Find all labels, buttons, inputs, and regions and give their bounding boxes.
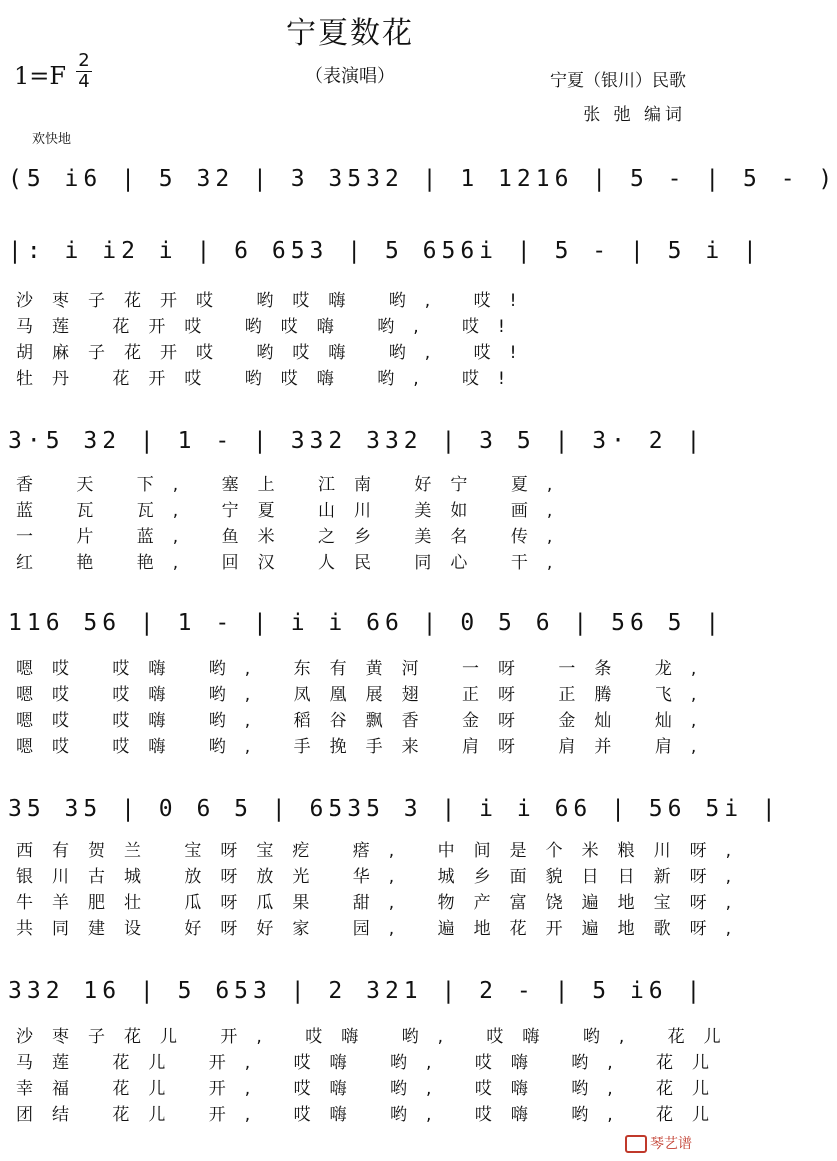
lyric-line: 红 艳 艳, 回汉 人民 同心 干, xyxy=(16,553,572,573)
notes-row-1 xyxy=(8,232,762,272)
lyric-line: 西有贺兰 宝呀宝疙 瘩, 中间是个米粮川呀, xyxy=(16,841,751,861)
lyric-line: 牛羊肥壮 瓜呀瓜果 甜, 物产富饶遍地宝呀, xyxy=(16,893,751,913)
watermark-logo-icon xyxy=(625,1135,647,1153)
intro-notes: (5 i6 | 5 32 | 3 3532 | 1 1216 | 5 - | 5 - ) xyxy=(8,166,837,192)
intro-notes-row xyxy=(8,160,837,200)
lyric-line: 幸福 花儿 开, 哎嗨 哟, 哎嗨 哟, 花儿 xyxy=(16,1079,729,1099)
lyric-line: 牡丹 花开哎 哟哎嗨 哟, 哎! xyxy=(16,369,524,389)
lyric-line: 一 片 蓝, 鱼米 之乡 美名 传, xyxy=(16,527,572,547)
origin-credit: 宁夏（银川）民歌 xyxy=(550,71,686,91)
lyric-line: 银川古城 放呀放光 华, 城乡面貌日日新呀, xyxy=(16,867,751,887)
lyric-line: 沙枣子花儿 开, 哎嗨 哟, 哎嗨 哟, 花儿 xyxy=(16,1027,740,1047)
lyric-line: 香 天 下, 塞上 江南 好宁 夏, xyxy=(16,475,572,495)
notes-row-2 xyxy=(8,422,706,462)
notes-row-4 xyxy=(8,790,781,830)
time-bottom: 4 xyxy=(78,71,90,92)
lyric-line: 蓝 瓦 瓦, 宁夏 山川 美如 画, xyxy=(16,501,572,521)
notes-row-3 xyxy=(8,604,725,644)
lyric-line: 胡麻子花开哎 哟哎嗨 哟, 哎! xyxy=(16,343,536,363)
key-signature: 1=F xyxy=(14,62,67,90)
lyric-line: 团结 花儿 开, 哎嗨 哟, 哎嗨 哟, 花儿 xyxy=(16,1105,729,1125)
time-top: 2 xyxy=(78,50,90,71)
tempo-marking: 欢快地 xyxy=(32,132,72,147)
notes-line: 3·5 32 | 1 - | 332 332 | 3 5 | 3· 2 | xyxy=(8,428,706,454)
notes-line: 332 16 | 5 653 | 2 321 | 2 - | 5 i6 | xyxy=(8,978,706,1004)
watermark-text: 琴艺谱 xyxy=(650,1136,692,1152)
lyric-line: 共同建设 好呀好家 园, 遍地花开遍地歌呀, xyxy=(16,919,751,939)
lyric-line: 嗯哎 哎嗨 哟, 凤凰展翅 正呀 正腾 飞, xyxy=(16,685,716,705)
lyric-line: 嗯哎 哎嗨 哟, 手挽手来 肩呀 肩并 肩, xyxy=(16,737,716,757)
notes-line: |: i i2 i | 6 653 | 5 656i | 5 - | 5 i | xyxy=(8,238,762,264)
notes-line: 35 35 | 0 6 5 | 6535 3 | i i 66 | 56 5i | xyxy=(8,796,781,822)
lyric-line: 马莲 花开哎 哟哎嗨 哟, 哎! xyxy=(16,317,524,337)
song-subtitle: （表演唱） xyxy=(305,66,395,87)
lyric-line: 嗯哎 哎嗨 哟, 稻谷飘香 金呀 金灿 灿, xyxy=(16,711,716,731)
lyric-line: 沙枣子花开哎 哟哎嗨 哟, 哎! xyxy=(16,291,536,311)
song-title: 宁夏数花 xyxy=(286,16,414,51)
lyric-line: 马莲 花儿 开, 哎嗨 哟, 哎嗨 哟, 花儿 xyxy=(16,1053,729,1073)
notes-row-5 xyxy=(8,972,706,1012)
watermark xyxy=(625,1133,692,1153)
notes-line: 116 56 | 1 - | i i 66 | 0 5 6 | 56 5 | xyxy=(8,610,725,636)
lyric-line: 嗯哎 哎嗨 哟, 东有黄河 一呀 一条 龙, xyxy=(16,659,716,679)
lyricist-credit: 张 弛 编词 xyxy=(583,105,686,125)
